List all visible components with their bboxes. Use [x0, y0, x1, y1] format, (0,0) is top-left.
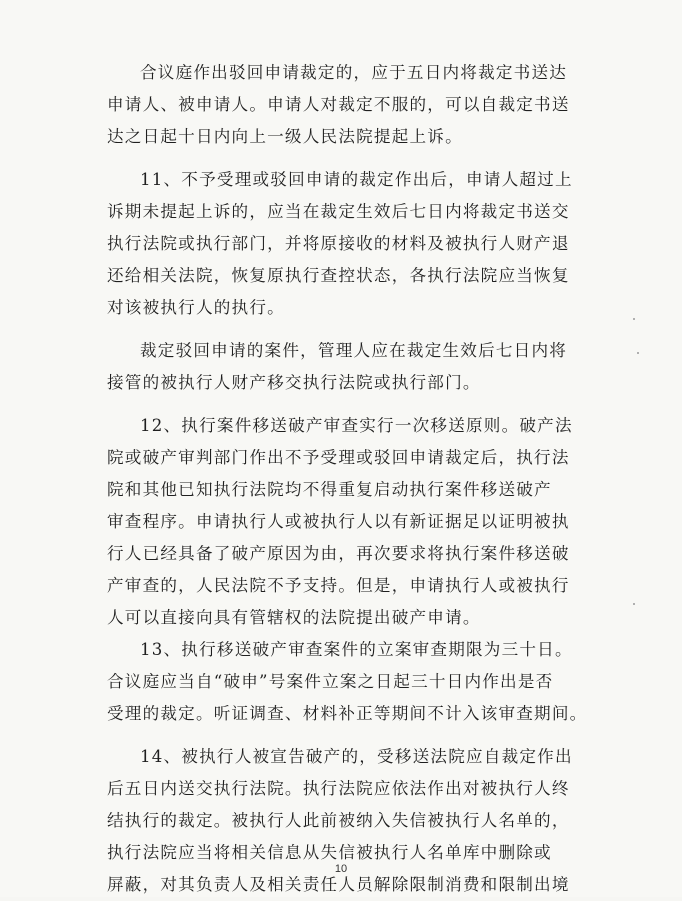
text-line: 合议庭应当自“破申”号案件立案之日起三十日内作出是否 [107, 672, 554, 691]
scan-speck [633, 318, 635, 320]
text-line: 院或破产审判部门作出不予受理或驳回申请裁定后，执行法 [107, 448, 570, 467]
text-line: 还给相关法院，恢复原执行查控状态，各执行法院应当恢复 [107, 266, 570, 285]
text-line: 达之日起十日内向上一级人民法院提起上诉。 [107, 127, 463, 146]
text-line: 对该被执行人的执行。 [107, 298, 285, 317]
text-line: 13、执行移送破产审查案件的立案审查期限为三十日。 [140, 640, 573, 659]
page-number: 10 [334, 863, 348, 875]
text-line: 产审查的，人民法院不予支持。但是，申请执行人或被执行 [107, 576, 570, 595]
text-line: 屏蔽，对其负责人及相关责任人员解除限制消费和限制出境 [107, 875, 570, 894]
text-line: 行人已经具备了破产原因为由，再次要求将执行案件移送破 [107, 544, 570, 563]
text-line: 裁定驳回申请的案件，管理人应在裁定生效后七日内将 [140, 341, 568, 360]
text-line: 合议庭作出驳回申请裁定的，应于五日内将裁定书送达 [140, 63, 568, 82]
scan-speck [637, 352, 639, 354]
text-line: 执行法院应当将相关信息从失信被执行人名单库中删除或 [107, 843, 552, 862]
text-line: 结执行的裁定。被执行人此前被纳入失信被执行人名单的， [107, 811, 570, 830]
text-line: 执行法院或执行部门，并将原接收的材料及被执行人财产退 [107, 234, 570, 253]
text-line: 审查程序。申请执行人或被执行人以有新证据足以证明被执 [107, 512, 570, 531]
text-line: 11、不予受理或驳回申请的裁定作出后，申请人超过上 [140, 170, 573, 189]
text-line: 受理的裁定。听证调查、材料补正等期间不计入该审查期间。 [107, 704, 588, 723]
text-line: 接管的被执行人财产移交执行法院或执行部门。 [107, 373, 481, 392]
text-line: 诉期未提起上诉的，应当在裁定生效后七日内将裁定书送交 [107, 202, 570, 221]
scan-speck [633, 603, 635, 605]
body-text [107, 57, 588, 901]
text-line: 院和其他已知执行法院均不得重复启动执行案件移送破产 [107, 480, 552, 499]
text-line: 12、执行案件移送破产审查实行一次移送原则。破产法 [140, 416, 573, 435]
text-line: 人可以直接向具有管辖权的法院提出破产申请。 [107, 608, 481, 627]
text-line: 14、被执行人被宣告破产的，受移送法院应自裁定作出 [140, 747, 573, 766]
text-line: 后五日内送交执行法院。执行法院应依法作出对被执行人终 [107, 779, 570, 798]
text-line: 申请人、被申请人。申请人对裁定不服的，可以自裁定书送 [107, 95, 570, 114]
